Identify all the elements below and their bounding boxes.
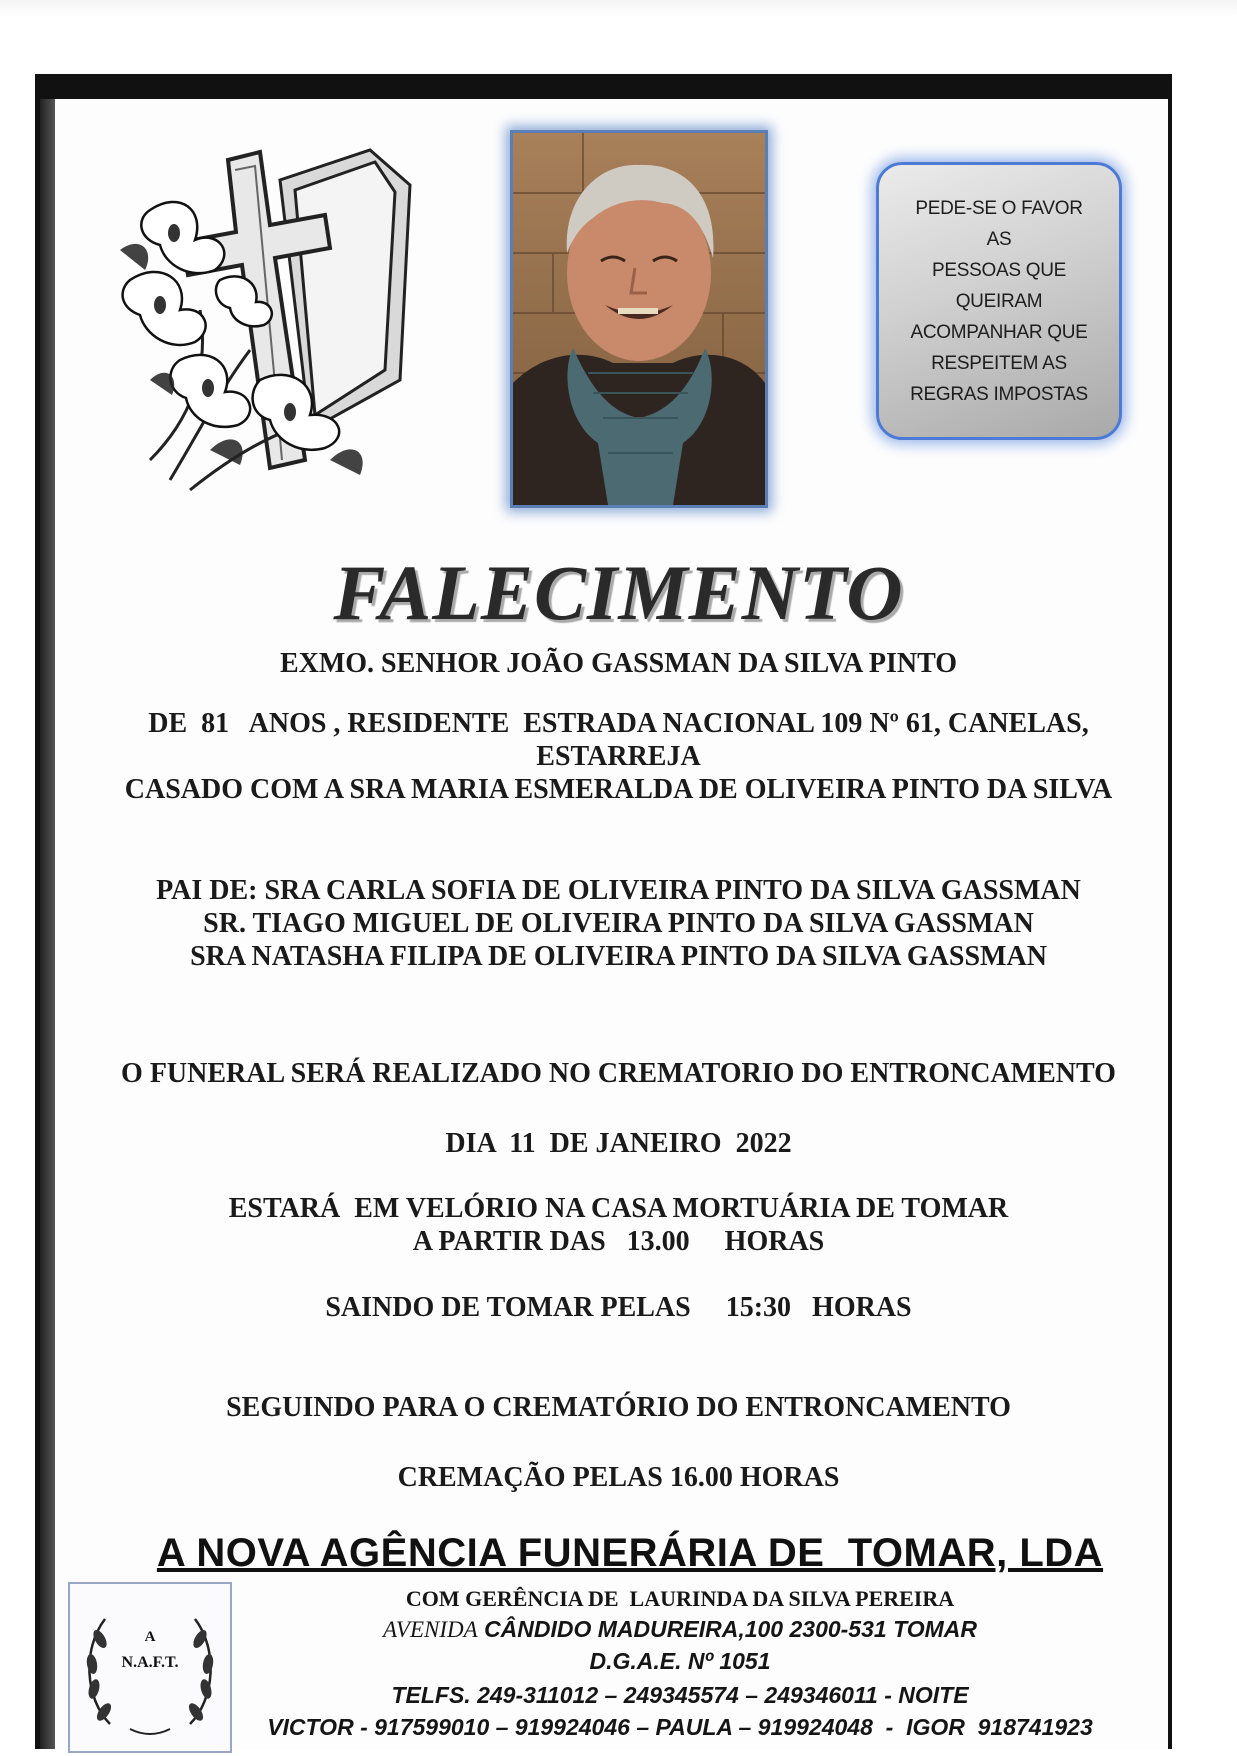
deceased-age-address: DE 81 ANOS , RESIDENTE ESTRADA NACIONAL 109 Nº 61, CANELAS, <box>148 708 1089 739</box>
child-line: SRA NATASHA FILIPA DE OLIVEIRA PINTO DA SILVA GASSMAN <box>190 941 1047 972</box>
notice-line: REGRAS IMPOSTAS <box>910 383 1088 405</box>
departure-time: SAINDO DE TOMAR PELAS 15:30 HORAS <box>325 1292 912 1323</box>
page-title: FALECIMENTO <box>333 549 904 636</box>
child-line: PAI DE: SRA CARLA SOFIA DE OLIVEIRA PINTO DA SILVA GASSMAN <box>156 875 1081 906</box>
deceased-spouse: CASADO COM A SRA MARIA ESMERALDA DE OLIVEIRA PINTO DA SILVA <box>124 774 1113 805</box>
deceased-locality: ESTARREJA <box>536 741 701 772</box>
address-prefix: AVENIDA <box>383 1617 478 1642</box>
border-shadow <box>40 99 55 1749</box>
funeral-date: DIA 11 DE JANEIRO 2022 <box>445 1128 792 1159</box>
deceased-name: EXMO. SENHOR JOÃO GASSMAN DA SILVA PINTO <box>279 648 958 679</box>
cross-lilies-icon <box>110 130 420 500</box>
notice-line: ACOMPANHAR QUE <box>910 321 1088 343</box>
notice-line: PESSOAS QUE <box>932 259 1066 281</box>
seal-acronym: N.A.F.T. <box>121 1654 179 1671</box>
seal-letter: A <box>144 1629 156 1645</box>
cremation-time: CREMAÇÃO PELAS 16.00 HORAS <box>397 1462 840 1493</box>
agency-address <box>180 1616 1180 1643</box>
agency-contacts: VICTOR - 917599010 – 919924046 – PAULA – 919924048 - IGOR 918741923 <box>267 1714 1093 1740</box>
notice-line: PEDE-SE O FAVOR AS <box>915 197 1083 250</box>
child-line: SR. TIAGO MIGUEL DE OLIVEIRA PINTO DA SILVA GASSMAN <box>203 908 1034 939</box>
wake-location: ESTARÁ EM VELÓRIO NA CASA MORTUÁRIA DE TOMAR <box>228 1193 1009 1224</box>
notice-line: QUEIRAM <box>955 290 1043 312</box>
deceased-photo <box>510 130 768 508</box>
agency-phones: TELFS. 249-311012 – 249345574 – 249346011 - NOITE <box>391 1682 969 1708</box>
address-text: CÂNDIDO MADUREIRA,100 2300-531 TOMAR <box>484 1616 977 1642</box>
agency-management: COM GERÊNCIA DE LAURINDA DA SILVA PEREIRA <box>405 1586 955 1611</box>
destination: SEGUINDO PARA O CREMATÓRIO DO ENTRONCAMENTO <box>226 1392 1011 1423</box>
agency-dgae: D.G.A.E. Nº 1051 <box>589 1648 771 1674</box>
scan-top-edge <box>0 0 1237 16</box>
notice-line: RESPEITEM AS <box>931 352 1067 374</box>
funeral-place: O FUNERAL SERÁ REALIZADO NO CREMATORIO DO ENTRONCAMENTO <box>121 1058 1116 1089</box>
agency-name: A NOVA AGÊNCIA FUNERÁRIA DE TOMAR, LDA <box>156 1531 1104 1575</box>
notice-text <box>904 193 1094 410</box>
notice-box <box>876 162 1122 440</box>
wake-time: A PARTIR DAS 13.00 HORAS <box>412 1226 825 1257</box>
